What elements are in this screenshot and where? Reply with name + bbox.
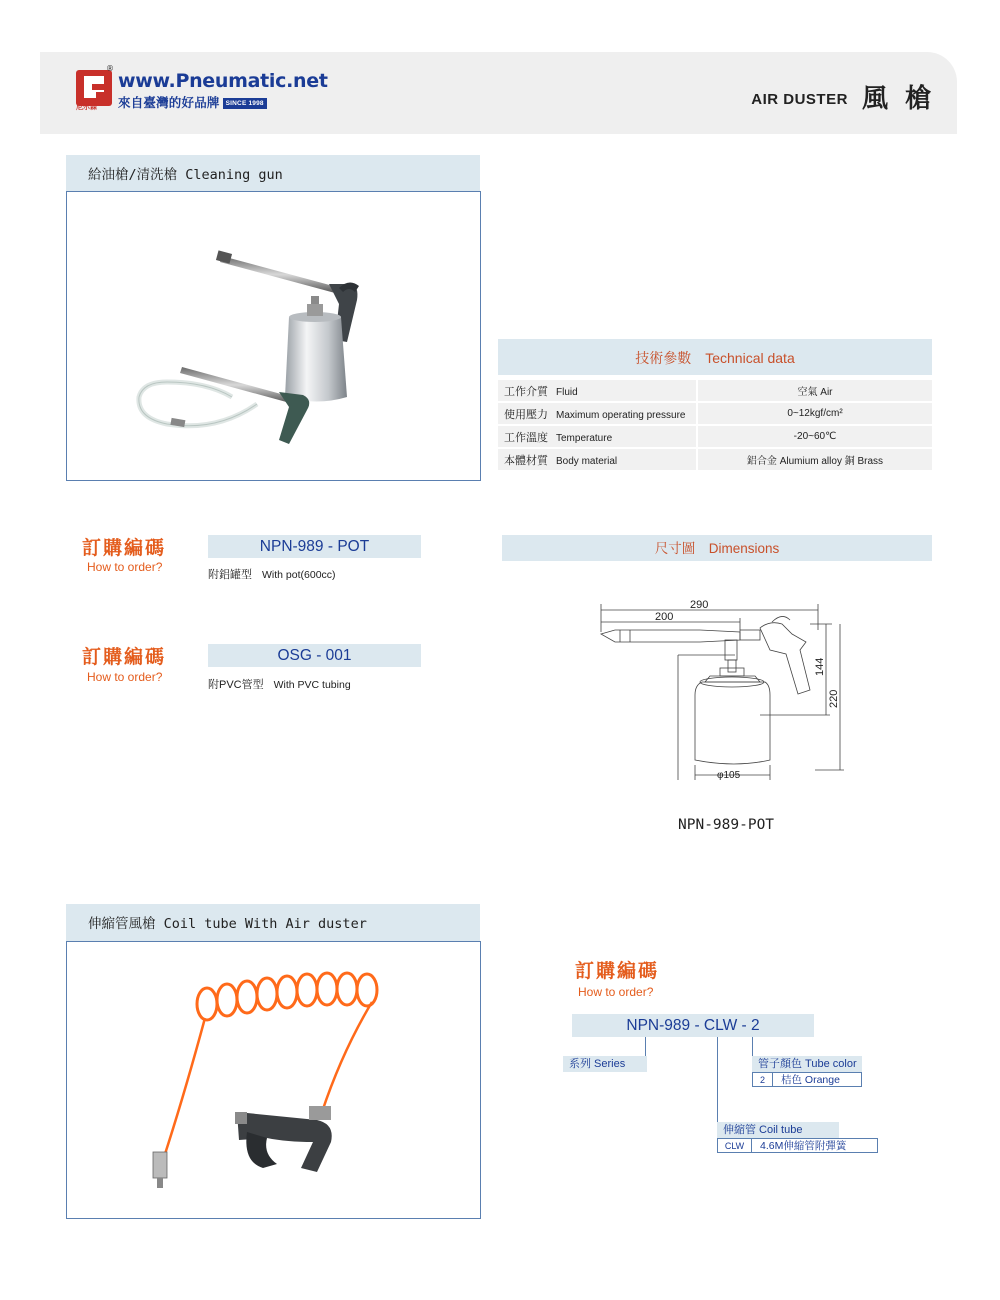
- spec-label: [498, 449, 696, 470]
- spec-value: -20~60℃: [696, 426, 932, 447]
- spec-label-en: Maximum operating pressure: [556, 409, 686, 421]
- table-row: [498, 449, 932, 470]
- dimension-label-105: φ105: [717, 770, 741, 781]
- dimension-drawing: [560, 590, 860, 790]
- table-row: [498, 380, 932, 401]
- page-header: [40, 52, 957, 134]
- order-heading-en: How to order?: [87, 670, 163, 684]
- series-label: 系列 Series: [563, 1056, 647, 1072]
- brand-tagline: [118, 93, 267, 111]
- order-code: NPN-989 - POT: [208, 535, 421, 558]
- cleaning-gun-title: 給油槍/清洗槍 Cleaning gun: [66, 155, 480, 193]
- brand-url[interactable]: ® www.Pneumatic.net: [106, 64, 328, 92]
- cleaning-gun-photo: [66, 191, 481, 481]
- technical-data-heading: 技術參數 Technical data: [498, 339, 932, 375]
- spec-label-zh: 本體材質: [504, 454, 548, 467]
- brand-mark-text: 尼尔森: [76, 104, 97, 111]
- dimension-label-220: 220: [828, 689, 840, 708]
- spec-label: [498, 426, 696, 447]
- brand-tagline-text: 來自臺灣的好品牌: [118, 96, 220, 110]
- order-code: OSG - 001: [208, 644, 421, 667]
- page-title-en: AIR DUSTER: [751, 91, 848, 108]
- coil-tube-option-desc: 4.6M伸縮管附彈簧: [760, 1140, 847, 1152]
- coil-tube-illustration: [67, 942, 480, 1218]
- spec-label-en: Body material: [556, 455, 618, 467]
- connector-line: [717, 1037, 718, 1123]
- dimension-label-144: 144: [814, 657, 826, 676]
- spec-value: 鋁合金 Alumium alloy 銅 Brass: [696, 449, 932, 470]
- dimensions-heading: 尺寸圖 Dimensions: [502, 535, 932, 561]
- order-heading-zh: 訂購編碼: [82, 538, 167, 559]
- connector-line: [752, 1037, 753, 1057]
- table-row: [498, 426, 932, 447]
- spec-label: [498, 380, 696, 401]
- coil-tube-option-code: CLW: [718, 1139, 752, 1152]
- order-code-description: [208, 566, 336, 582]
- brand-url-text: www.Pneumatic.net: [118, 70, 328, 92]
- tube-color-option-code: 2: [753, 1073, 773, 1086]
- coil-order-heading-en: How to order?: [578, 985, 654, 999]
- coil-order-code: NPN-989 - CLW - 2: [572, 1014, 814, 1037]
- dimension-caption: NPN-989-POT: [678, 817, 775, 833]
- technical-data-table: [498, 378, 932, 472]
- spec-label-zh: 工作介質: [504, 385, 548, 398]
- coil-tube-label: 伸縮管 Coil tube: [717, 1122, 839, 1138]
- coil-tube-photo: [66, 941, 481, 1219]
- order-desc-zh: 附PVC管型: [208, 679, 264, 691]
- order-desc-en: With PVC tubing: [273, 679, 351, 691]
- order-desc-en: With pot(600cc): [262, 569, 336, 581]
- spec-label-en: Fluid: [556, 386, 578, 398]
- page-title-zh: 風 槍: [861, 84, 935, 114]
- spec-label-zh: 使用壓力: [504, 408, 548, 421]
- coil-tube-title: 伸縮管風槍 Coil tube With Air duster: [66, 904, 480, 942]
- spec-value: 0~12kgf/cm²: [696, 403, 932, 424]
- connector-line: [645, 1037, 646, 1057]
- tube-color-label: 管子顏色 Tube color: [752, 1056, 862, 1072]
- cleaning-gun-illustration: [67, 192, 480, 480]
- dimension-label-200: 200: [655, 611, 674, 623]
- spec-label-en: Temperature: [556, 432, 613, 444]
- table-row: [498, 403, 932, 424]
- spec-value: 空氣 Air: [696, 380, 932, 401]
- dimension-label-290: 290: [690, 599, 709, 611]
- coil-order-heading-zh: 訂購編碼: [575, 961, 660, 982]
- since-badge: SINCE 1998: [223, 98, 267, 109]
- spec-label-zh: 工作溫度: [504, 431, 548, 444]
- order-heading-en: How to order?: [87, 560, 163, 574]
- order-heading-zh: 訂購編碼: [82, 647, 167, 668]
- tube-color-option: [752, 1072, 862, 1087]
- page-title: [751, 78, 935, 115]
- tube-color-option-desc: 桔色 Orange: [781, 1074, 840, 1086]
- spec-label: [498, 403, 696, 424]
- order-code-description: [208, 676, 351, 692]
- coil-tube-option: [717, 1138, 878, 1153]
- order-desc-zh: 附鋁罐型: [208, 569, 252, 581]
